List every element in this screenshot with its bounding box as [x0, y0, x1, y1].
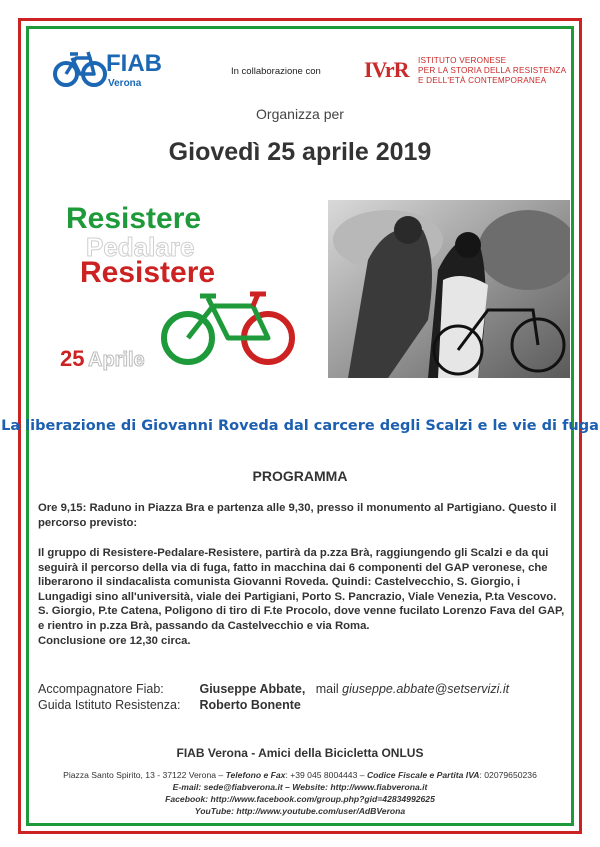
footer-facebook-line — [0, 794, 600, 804]
footer-youtube-label: YouTube — [194, 806, 232, 816]
event-date: Giovedì 25 aprile 2019 — [168, 138, 432, 166]
fiab-brand: FIAB — [106, 50, 162, 77]
ivrr-institute-name — [418, 56, 566, 86]
resistere-pedalare-logo — [58, 198, 308, 378]
guide-fiab-name: Giuseppe Abbate, — [199, 682, 306, 696]
footer-phone: : +39 045 8004443 — [285, 770, 358, 780]
footer-youtube-line — [0, 806, 600, 816]
footer-web-label: Website — [292, 782, 326, 792]
programma-paragraph-1: Ore 9,15: Raduno in Piazza Bra e partenza alle 9,30, presso il monumento al Partigiano. Questo il percorso previsto: — [38, 502, 557, 529]
footer-email[interactable]: : sede@fiabverona.it — [198, 782, 283, 792]
ivrr-line: E DELL'ETÀ CONTEMPORANEA — [418, 76, 547, 85]
collaboration-label: In collaborazione con — [231, 66, 321, 77]
ivrr-logo: IVrR — [364, 57, 409, 82]
logo-word-resistere-red: Resistere — [80, 256, 216, 289]
logo-date-word: Aprile — [88, 349, 145, 371]
footer-facebook[interactable]: : http://www.facebook.com/group.php?gid=42834992625 — [205, 794, 435, 804]
logo-date-number: 25 — [60, 346, 85, 371]
programma-heading: PROGRAMMA — [252, 468, 348, 484]
footer-web[interactable]: : http://www.fiabverona.it — [325, 782, 428, 792]
organizza-label: Organizza per — [256, 106, 344, 122]
footer-phone-label: Telefono e Fax — [225, 770, 286, 780]
footer-email-label: E-mail — [172, 782, 199, 792]
guide-fiab-row — [38, 682, 509, 696]
footer-youtube[interactable]: : http://www.youtube.com/user/AdBVerona — [231, 806, 406, 816]
guide-resistenza-row — [38, 698, 301, 712]
historical-photo — [328, 200, 570, 378]
logo-word-pedalare: Pedalare — [86, 232, 195, 262]
footer-cf-label: Codice Fiscale e Partita IVA — [366, 770, 480, 780]
logo-word-resistere-green: Resistere — [66, 202, 202, 235]
conclusion-time: Conclusione ore 12,30 circa. — [38, 634, 191, 647]
event-subtitle: La liberazione di Giovanni Roveda dal carcere degli Scalzi e le vie di fuga — [1, 418, 599, 434]
footer-address-line: Piazza Santo Spirito, 13 - 37122 Verona – Telefono e Fax: +39 045 8004443 – Codice Fiscale e Partita IVA: 02079650236 — [63, 770, 537, 780]
footer-email-line: E-mail: sede@fiabverona.it – Website: http://www.fiabverona.it — [172, 782, 428, 792]
route-description: Il gruppo di Resistere-Pedalare-Resistere, partirà da p.zza Brà, raggiungendo gli Scalzi e da qui seguirà il percorso della via di fuga, fatto in macchina dai 6 componenti del GAP veronese, che liberarono il sindacalista comunista Giovanni Roveda. Quindi: Castelvecchio, S. Giorgio, i Lungadigi sino all'università, viale dei Partigiani, Porto S. Pancrazio, Viale Venezia, P.ta Vescovo. S. Giorgio, P.te Catena, Poligono di tiro di F.te Procolo, dove venne fucilato Lorenzo Fava del GAP, e rientro in p.zza Brà, passando da Castelvecchio e via Roma. — [38, 547, 565, 632]
guide-resistenza-name: Roberto Bonente — [199, 698, 301, 712]
ivrr-line: PER LA STORIA DELLA RESISTENZA — [418, 66, 567, 75]
footer-cf: : 02079650236 — [479, 770, 537, 780]
footer-title: FIAB Verona - Amici della Bicicletta ONLUS — [176, 746, 424, 760]
footer-address: Piazza Santo Spirito, 13 - 37122 Verona — [63, 770, 217, 780]
guide-fiab-email: giuseppe.abbate@setservizi.it — [342, 682, 510, 696]
programma-paragraph-2 — [38, 546, 566, 648]
fiab-city: Verona — [108, 78, 142, 89]
logo-bicycle-icon — [164, 294, 292, 362]
guide-fiab-label: Accompagnatore Fiab: — [38, 682, 164, 696]
guide-resistenza-label: Guida Istituto Resistenza: — [38, 698, 181, 712]
ivrr-line: ISTITUTO VERONESE — [418, 56, 507, 65]
footer-facebook-label: Facebook — [165, 794, 206, 804]
mail-label: mail — [315, 682, 339, 696]
